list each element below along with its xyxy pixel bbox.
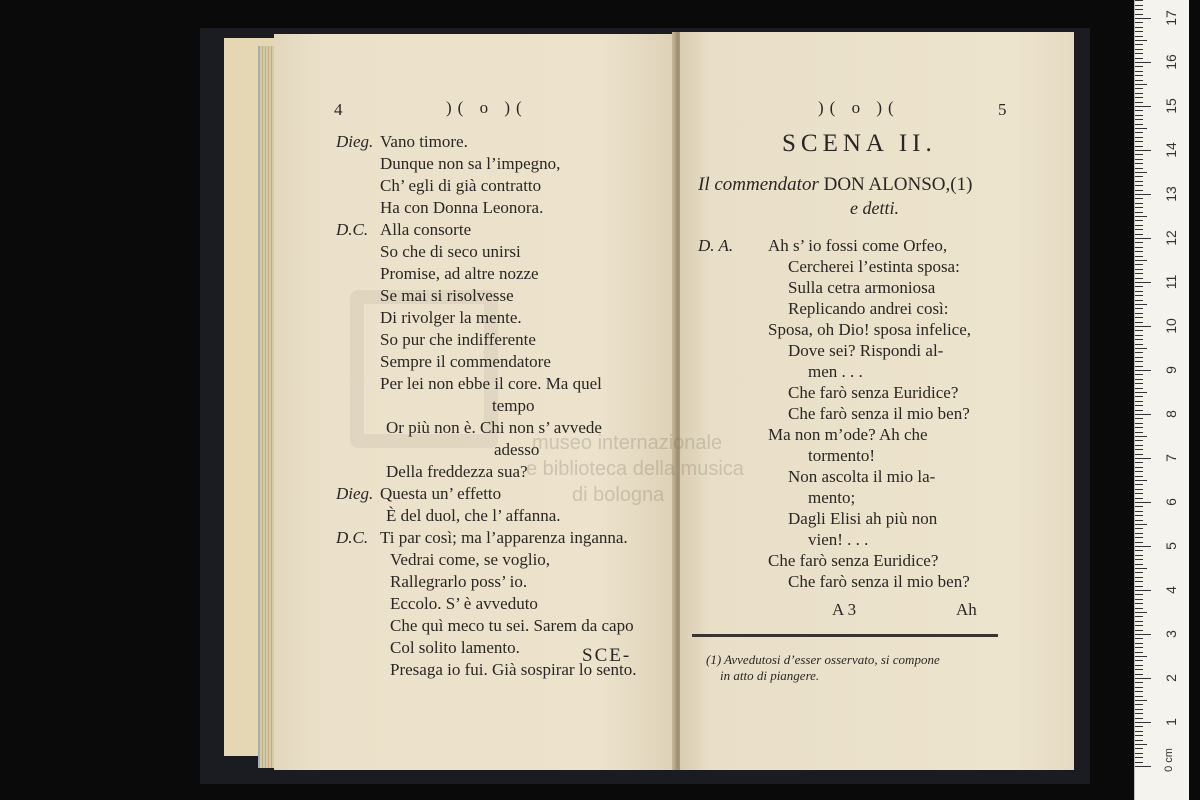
ruler-tick: [1135, 511, 1143, 512]
ruler-tick: [1135, 440, 1143, 441]
left-text-line: Vano timore.: [380, 132, 468, 151]
ruler-tick: [1135, 506, 1143, 507]
ruler-tick: [1135, 119, 1143, 120]
ruler-tick: [1135, 379, 1143, 380]
ruler-tick: [1135, 44, 1143, 45]
right-text-line: Dove sei? Rispondi al-: [788, 341, 944, 360]
ruler-tick: [1135, 106, 1151, 107]
ruler-tick: [1135, 665, 1143, 666]
ruler-tick: [1135, 278, 1143, 279]
ruler-tick: [1135, 225, 1143, 226]
ruler-tick: [1135, 678, 1151, 679]
ruler-tick: [1135, 572, 1143, 573]
ruler-tick: [1135, 313, 1143, 314]
ruler-tick: [1135, 344, 1143, 345]
left-page-number: 4: [334, 100, 343, 119]
ruler-tick: [1135, 80, 1143, 81]
ruler-tick: [1135, 102, 1143, 103]
ruler-tick: [1135, 357, 1143, 358]
ruler-tick: [1135, 630, 1143, 631]
ruler-tick: [1135, 647, 1143, 648]
left-text-line: Ch’ egli di già contratto: [380, 176, 542, 195]
heading-name: DON ALONSO,(1): [823, 174, 973, 195]
ruler-tick: [1135, 396, 1143, 397]
ruler-tick: [1135, 383, 1143, 384]
ruler-tick: [1135, 326, 1151, 327]
ruler-tick: [1135, 361, 1143, 362]
right-ornament: )( o )(: [818, 98, 900, 117]
ruler-tick: [1135, 242, 1143, 243]
ruler-tick: [1135, 546, 1151, 547]
ruler-tick: [1135, 256, 1143, 257]
ruler-tick: [1135, 115, 1143, 116]
ruler-tick: [1135, 524, 1147, 525]
ruler-tick: [1135, 335, 1143, 336]
ruler-tick: [1135, 493, 1143, 494]
right-text-line: tormento!: [808, 446, 876, 465]
right-text-line: Non ascolta il mio la-: [788, 467, 936, 486]
ruler-number: 6: [1163, 498, 1179, 506]
ruler-tick: [1135, 62, 1151, 63]
scene-heading-line2: e detti.: [850, 198, 899, 218]
ruler-tick: [1135, 744, 1147, 745]
ruler-tick: [1135, 700, 1147, 701]
scene-title: SCENA II.: [782, 130, 937, 157]
ruler-tick: [1135, 564, 1143, 565]
ruler-tick: [1135, 154, 1143, 155]
ruler-tick: [1135, 352, 1143, 353]
ruler-tick: [1135, 88, 1143, 89]
ruler-tick: [1135, 5, 1143, 6]
ruler-tick: [1135, 141, 1143, 142]
left-text-line: Se mai si risolvesse: [380, 286, 514, 305]
ruler-number: 14: [1163, 142, 1179, 158]
ruler-tick: [1135, 124, 1143, 125]
ruler-tick: [1135, 190, 1143, 191]
left-text-line: tempo: [492, 396, 535, 415]
scene-heading: [698, 174, 972, 196]
ruler-tick: [1135, 260, 1147, 261]
ruler-tick: [1135, 625, 1143, 626]
ruler-tick: [1135, 295, 1143, 296]
ruler-tick: [1135, 687, 1143, 688]
ruler-tick: [1135, 163, 1143, 164]
ruler-tick: [1135, 735, 1143, 736]
footnote-line-2: in atto di piangere.: [720, 668, 820, 683]
ruler-tick: [1135, 656, 1147, 657]
ruler-tick: [1135, 401, 1143, 402]
ruler-tick: [1135, 696, 1143, 697]
ruler-tick: [1135, 638, 1143, 639]
ruler-number: 9: [1163, 366, 1179, 374]
ruler-tick: [1135, 722, 1151, 723]
ruler-tick: [1135, 374, 1143, 375]
left-text-line: So che di seco unirsi: [380, 242, 521, 261]
ruler-tick: [1135, 489, 1143, 490]
ruler-tick: [1135, 753, 1143, 754]
ruler-tick: [1135, 300, 1143, 301]
ruler-tick: [1135, 643, 1143, 644]
ruler-tick: [1135, 31, 1143, 32]
ruler-tick: [1135, 445, 1143, 446]
ruler-tick: [1135, 40, 1147, 41]
ruler-tick: [1135, 269, 1143, 270]
ruler-number: 11: [1163, 274, 1179, 290]
ruler-tick: [1135, 216, 1147, 217]
footnote-rule: [692, 634, 998, 637]
left-text-line: adesso: [494, 440, 540, 459]
right-text-line: mento;: [808, 488, 856, 507]
left-text-line: Questa un’ effetto: [380, 484, 502, 503]
ruler-tick: [1135, 634, 1151, 635]
right-speaker: D. A.: [698, 236, 734, 255]
ruler-number: 15: [1163, 98, 1179, 114]
ruler-number: 16: [1163, 54, 1179, 70]
ruler-tick: [1135, 330, 1143, 331]
ruler-tick: [1135, 176, 1143, 177]
right-page: [680, 32, 1074, 770]
ruler-tick: [1135, 555, 1143, 556]
left-speaker: D.C.: [336, 220, 369, 239]
ruler-tick: [1135, 467, 1143, 468]
ruler-number: 7: [1163, 454, 1179, 462]
ruler-tick: [1135, 388, 1143, 389]
ruler-tick: [1135, 370, 1151, 371]
ruler-number: 8: [1163, 410, 1179, 418]
ruler-tick: [1135, 762, 1143, 763]
ruler-tick: [1135, 282, 1151, 283]
ruler-tick: [1135, 9, 1143, 10]
heading-italic: Il commendator: [698, 174, 819, 195]
left-text-line: Per lei non ebbe il core. Ma quel: [380, 374, 602, 393]
ruler-tick: [1135, 317, 1143, 318]
left-text-line: Eccolo. S’ è avveduto: [390, 594, 538, 613]
ruler-tick: [1135, 410, 1143, 411]
watermark-line-1: museo internazionale: [532, 432, 723, 454]
left-text-line: Ha con Donna Leonora.: [380, 198, 544, 217]
ruler-tick: [1135, 36, 1143, 37]
ruler-tick: [1135, 471, 1143, 472]
ruler-tick: [1135, 682, 1143, 683]
left-text-line: Alla consorte: [380, 220, 472, 239]
ruler-tick: [1135, 58, 1143, 59]
ruler-tick: [1135, 704, 1143, 705]
left-text-line: Or più non è. Chi non s’ avvede: [386, 418, 602, 437]
left-text-line: Vedrai come, se voglio,: [390, 550, 551, 569]
left-text-line: Presaga io fui. Già sospirar lo sento.: [390, 660, 637, 679]
right-text-line: Sulla cetra armoniosa: [788, 278, 936, 297]
ruler-tick: [1135, 559, 1143, 560]
ruler-tick: [1135, 594, 1143, 595]
ruler-tick: [1135, 194, 1151, 195]
ruler-tick: [1135, 220, 1143, 221]
right-page-number: 5: [998, 100, 1007, 119]
ruler-tick: [1135, 212, 1143, 213]
ruler-number: 5: [1163, 542, 1179, 550]
ruler-tick: [1135, 18, 1151, 19]
ruler-tick: [1135, 203, 1143, 204]
ruler-tick: [1135, 586, 1143, 587]
ruler-tick: [1135, 515, 1143, 516]
left-speaker: Dieg.: [336, 132, 374, 151]
ruler-tick: [1135, 520, 1143, 521]
ruler-tick: [1135, 599, 1143, 600]
ruler-tick: [1135, 616, 1143, 617]
right-text-line: Dagli Elisi ah più non: [788, 509, 938, 528]
ruler-tick: [1135, 128, 1147, 129]
ruler-tick: [1135, 480, 1147, 481]
right-text-line: men . . .: [808, 362, 863, 381]
ruler-tick: [1135, 436, 1147, 437]
measuring-ruler: [1134, 0, 1189, 800]
right-text-line: Che farò senza Euridice?: [768, 551, 939, 570]
ruler-tick: [1135, 273, 1143, 274]
ruler-number: 2: [1163, 674, 1179, 682]
ruler-tick: [1135, 603, 1143, 604]
ruler-tick: [1135, 502, 1151, 503]
ruler-tick: [1135, 766, 1151, 767]
ruler-tick: [1135, 234, 1143, 235]
right-text-line: Ma non m’ode? Ah che: [768, 425, 928, 444]
ruler-tick: [1135, 172, 1147, 173]
ruler-tick: [1135, 251, 1143, 252]
ruler-tick: [1135, 146, 1143, 147]
ruler-tick: [1135, 652, 1143, 653]
left-text-line: Sempre il commendatore: [380, 352, 551, 371]
ruler-tick: [1135, 577, 1143, 578]
ruler-tick: [1135, 366, 1143, 367]
right-catchword: Ah: [956, 600, 977, 619]
ruler-tick: [1135, 238, 1151, 239]
ruler-tick: [1135, 528, 1143, 529]
ruler-tick: [1135, 533, 1143, 534]
left-text-line: Di rivolger la mente.: [380, 308, 522, 327]
ruler-tick: [1135, 185, 1143, 186]
left-text-line: Ti par così; ma l’apparenza inganna.: [380, 528, 628, 547]
footnote-line-1: (1) Avvedutosi d’esser osservato, si compone: [706, 652, 940, 667]
ruler-tick: [1135, 462, 1143, 463]
right-text-line: Ah s’ io fossi come Orfeo,: [768, 236, 948, 255]
ruler-tick: [1135, 731, 1143, 732]
ruler-tick: [1135, 66, 1143, 67]
right-text-line: Che farò senza il mio ben?: [788, 404, 970, 423]
ruler-tick: [1135, 150, 1151, 151]
ruler-tick: [1135, 53, 1143, 54]
ruler-number: 12: [1163, 230, 1179, 246]
ruler-tick: [1135, 308, 1143, 309]
ruler-tick: [1135, 198, 1143, 199]
ruler-number: 10: [1163, 318, 1179, 334]
ruler-number: 13: [1163, 186, 1179, 202]
right-text-line: vien! . . .: [808, 530, 869, 549]
ruler-tick: [1135, 612, 1147, 613]
ruler-tick: [1135, 84, 1147, 85]
ruler-number: 4: [1163, 586, 1179, 594]
ruler-tick: [1135, 458, 1151, 459]
ruler-tick: [1135, 476, 1143, 477]
left-text-line: So pur che indifferente: [380, 330, 536, 349]
ruler-tick: [1135, 14, 1143, 15]
ruler-tick: [1135, 674, 1143, 675]
ruler-tick: [1135, 608, 1143, 609]
ruler-tick: [1135, 590, 1151, 591]
ruler-tick: [1135, 423, 1143, 424]
ruler-tick: [1135, 132, 1143, 133]
left-text-line: Che quì meco tu sei. Sarem da capo: [390, 616, 634, 635]
ruler-unit: 0 cm: [1162, 748, 1175, 772]
ruler-tick: [1135, 348, 1147, 349]
ruler-tick: [1135, 418, 1143, 419]
left-speaker: Dieg.: [336, 484, 374, 503]
ruler-tick: [1135, 581, 1143, 582]
right-text-line: Replicando andrei così:: [788, 299, 949, 318]
ruler-tick: [1135, 168, 1143, 169]
ruler-number: 17: [1163, 10, 1179, 26]
ruler-tick: [1135, 392, 1147, 393]
ruler-tick: [1135, 432, 1143, 433]
ruler-tick: [1135, 97, 1143, 98]
ruler-tick: [1135, 484, 1143, 485]
ruler-tick: [1135, 27, 1143, 28]
ruler-tick: [1135, 691, 1143, 692]
left-text-line: È del duol, che l’ affanna.: [386, 506, 561, 525]
ruler-number: 3: [1163, 630, 1179, 638]
ruler-tick: [1135, 247, 1143, 248]
ruler-tick: [1135, 568, 1147, 569]
ruler-tick: [1135, 291, 1143, 292]
ruler-tick: [1135, 550, 1143, 551]
right-text-line: Cercherei l’estinta sposa:: [788, 257, 960, 276]
left-text-line: Col solito lamento.: [390, 638, 520, 657]
ruler-tick: [1135, 709, 1143, 710]
ruler-tick: [1135, 757, 1143, 758]
ruler-tick: [1135, 159, 1143, 160]
signature-mark: A 3: [832, 600, 857, 619]
ruler-tick: [1135, 286, 1143, 287]
ruler-tick: [1135, 454, 1143, 455]
right-text-line: Che farò senza il mio ben?: [788, 572, 970, 591]
ruler-tick: [1135, 181, 1143, 182]
ruler-tick: [1135, 110, 1143, 111]
ruler-tick: [1135, 0, 1143, 1]
ruler-tick: [1135, 414, 1151, 415]
ruler-number: 1: [1163, 718, 1179, 726]
left-text-line: Promise, ad altre nozze: [380, 264, 539, 283]
left-page: [274, 34, 678, 770]
ruler-tick: [1135, 339, 1143, 340]
ruler-tick: [1135, 229, 1143, 230]
ruler-tick: [1135, 93, 1143, 94]
ruler-tick: [1135, 137, 1143, 138]
ruler-tick: [1135, 713, 1143, 714]
watermark-line-3: di bologna: [572, 484, 665, 506]
watermark-line-2: e biblioteca della musica: [526, 458, 744, 480]
ruler-tick: [1135, 449, 1143, 450]
left-text-line: Rallegrarlo poss’ io.: [390, 572, 528, 591]
ruler-tick: [1135, 49, 1143, 50]
ruler-tick: [1135, 726, 1143, 727]
ruler-tick: [1135, 669, 1143, 670]
ruler-tick: [1135, 405, 1143, 406]
left-catchword: SCE-: [582, 645, 632, 666]
ruler-tick: [1135, 498, 1143, 499]
ruler-tick: [1135, 264, 1143, 265]
ruler-tick: [1135, 71, 1143, 72]
ruler-tick: [1135, 537, 1143, 538]
ruler-tick: [1135, 207, 1143, 208]
ruler-tick: [1135, 542, 1143, 543]
right-text-line: Sposa, oh Dio! sposa infelice,: [768, 320, 972, 339]
ruler-tick: [1135, 660, 1143, 661]
ruler-tick: [1135, 304, 1147, 305]
left-ornament: )( o )(: [446, 98, 528, 117]
ruler-tick: [1135, 748, 1143, 749]
ruler-tick: [1135, 621, 1143, 622]
ruler-tick: [1135, 740, 1143, 741]
ruler-tick: [1135, 427, 1143, 428]
ruler-tick: [1135, 75, 1143, 76]
left-text-line: Dunque non sa l’impegno,: [380, 154, 561, 173]
left-text-line: Della freddezza sua?: [386, 462, 528, 481]
left-speaker: D.C.: [336, 528, 369, 547]
ruler-tick: [1135, 322, 1143, 323]
ruler-tick: [1135, 718, 1143, 719]
ruler-tick: [1135, 22, 1143, 23]
right-text-line: Che farò senza Euridice?: [788, 383, 959, 402]
